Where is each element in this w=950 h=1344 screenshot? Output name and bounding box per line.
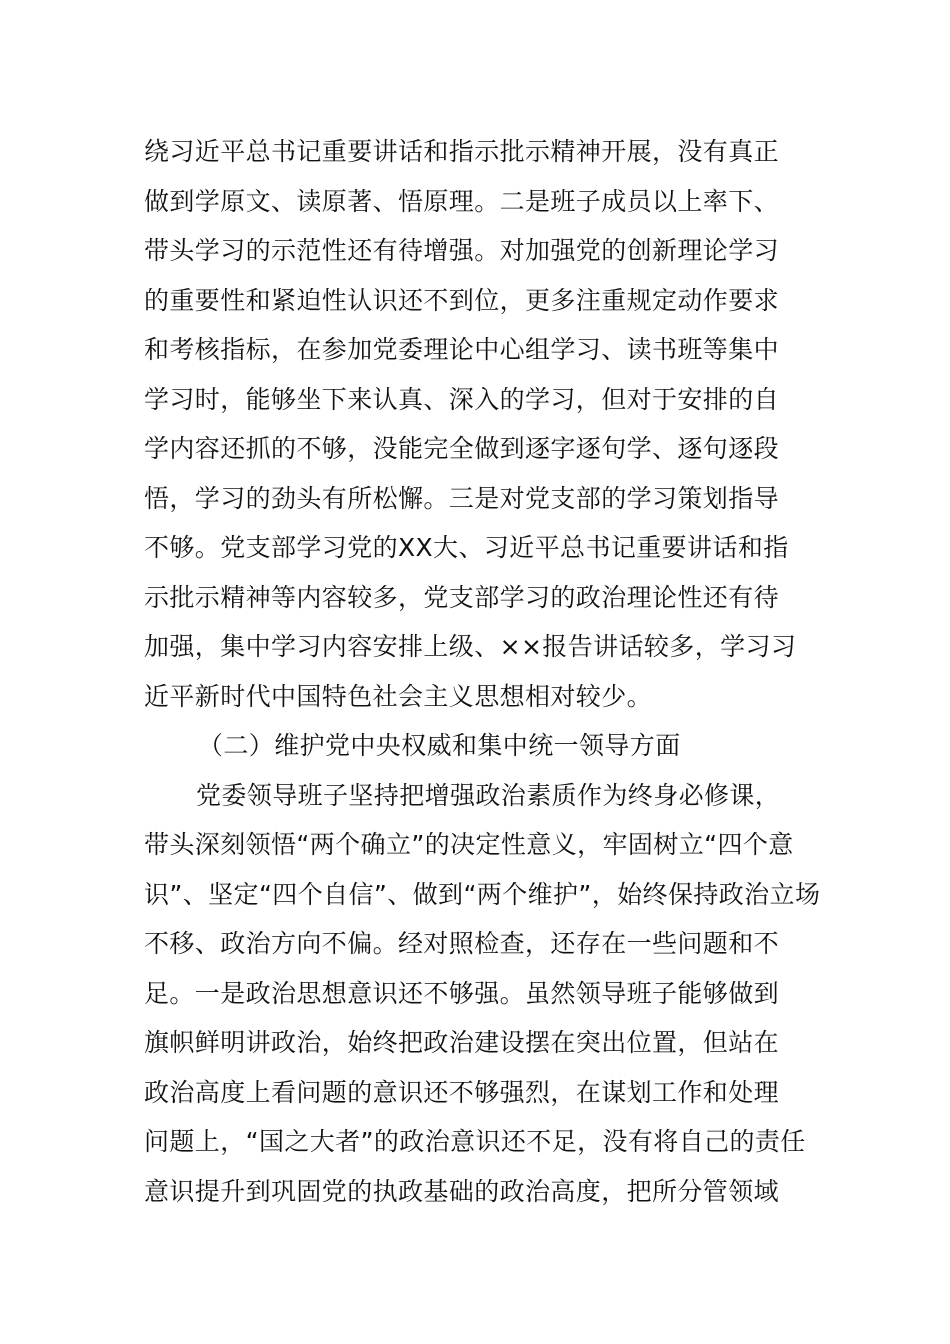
paragraph-line: 不够。党支部学习党的XX大、习近平总书记重要讲话和指 bbox=[144, 533, 789, 562]
paragraph-line: 做到学原文、读原著、悟原理。二是班子成员以上率下、 bbox=[144, 186, 780, 216]
paragraph-line: 和考核指标，在参加党委理论中心组学习、读书班等集中 bbox=[144, 335, 780, 364]
section-heading: （二）维护党中央权威和集中统一领导方面 bbox=[198, 731, 681, 760]
paragraph-first-line: 党委领导班子坚持把增强政治素质作为终身必修课， bbox=[196, 780, 781, 810]
paragraph-line: 的重要性和紧迫性认识还不到位，更多注重规定动作要求 bbox=[144, 285, 780, 315]
paragraph-line: 识”、坚定“四个自信”、做到“两个维护”，始终保持政治立场 bbox=[144, 879, 821, 909]
paragraph-line: 带头深刻领悟“两个确立”的决定性意义，牢固树立“四个意 bbox=[144, 830, 794, 859]
paragraph-line: 意识提升到巩固党的执政基础的政治高度，把所分管领域 bbox=[144, 1176, 780, 1206]
paragraph-line: 悟，学习的劲头有所松懈。三是对党支部的学习策划指导 bbox=[144, 483, 780, 513]
paragraph-line: 政治高度上看问题的意识还不够强烈，在谋划工作和处理 bbox=[144, 1077, 780, 1107]
paragraph-line: 学习时，能够坐下来认真、深入的学习，但对于安排的自 bbox=[144, 384, 780, 414]
paragraph-line: 旗帜鲜明讲政治，始终把政治建设摆在突出位置，但站在 bbox=[144, 1028, 780, 1057]
paragraph-line: 足。一是政治思想意识还不够强。虽然领导班子能够做到 bbox=[144, 978, 780, 1008]
paragraph-line: 带头学习的示范性还有待增强。对加强党的创新理论学习 bbox=[144, 236, 780, 265]
paragraph-line: 绕习近平总书记重要讲话和指示批示精神开展，没有真正 bbox=[144, 137, 780, 166]
paragraph-line: 学内容还抓的不够，没能完全做到逐字逐句学、逐句逐段 bbox=[144, 434, 780, 463]
paragraph-line: 不移、政治方向不偏。经对照检查，还存在一些问题和不 bbox=[144, 929, 780, 958]
paragraph-line: 问题上，“国之大者”的政治意识还不足，没有将自己的责任 bbox=[144, 1127, 806, 1156]
paragraph-line: 近平新时代中国特色社会主义思想相对较少。 bbox=[144, 681, 653, 711]
document-body bbox=[144, 127, 821, 1216]
paragraph-line: 示批示精神等内容较多，党支部学习的政治理论性还有待 bbox=[144, 582, 780, 612]
paragraph-line: 加强，集中学习内容安排上级、××报告讲话较多，学习习 bbox=[144, 632, 797, 661]
